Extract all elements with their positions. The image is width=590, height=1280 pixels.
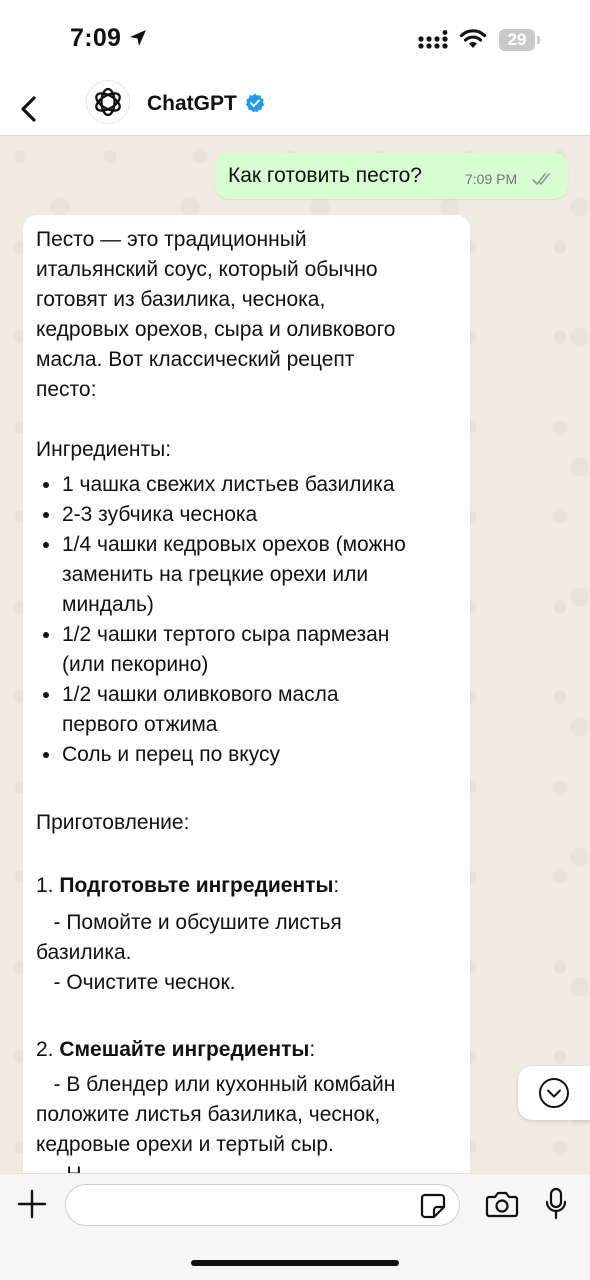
ingredient-item: 2-3 зубчика чеснока [62,503,258,526]
message-line: итальянский соус, который обычно [36,258,378,281]
step-heading [36,1035,315,1065]
ingredient-item-cont: первого отжима [62,713,218,736]
chevron-down-icon [537,1076,571,1110]
ingredient-item: 1/4 чашки кедровых орехов (можно [62,533,406,556]
double-check-icon [532,172,554,186]
home-indicator[interactable] [191,1260,399,1266]
bullet-dot [43,512,49,518]
message-line: готовят из базилика, чеснока, [36,288,326,311]
bullet-dot [43,542,49,548]
message-line: песто: [36,378,97,401]
ingredient-item: 1/2 чашки тертого сыра пармезан [62,623,390,646]
microphone-icon[interactable] [544,1187,568,1221]
step-line: - Помойте и обсушите листья [36,911,342,934]
chat-header [0,80,590,136]
status-time: 7:09 [70,24,122,52]
status-bar [0,0,590,80]
plus-icon[interactable] [16,1188,48,1220]
chat-area[interactable] [0,137,590,1173]
ingredients-heading: Ингредиенты: [36,438,172,461]
sticker-icon[interactable] [420,1193,446,1219]
preparation-heading: Приготовление: [36,811,190,834]
step-colon: : [309,1038,316,1061]
avatar[interactable] [86,80,130,124]
outgoing-message[interactable] [215,153,568,199]
ingredient-item: 1 чашка свежих листьев базилика [62,473,395,496]
message-text: Как готовить песто? [228,164,422,187]
step-line: - Очистите чеснок. [36,971,236,994]
step-line: - В блендер или кухонный комбайн [36,1073,396,1096]
verified-badge-icon [245,93,265,113]
step-line: базилика. [36,941,132,964]
step-title: Смешайте ингредиенты [59,1038,310,1061]
camera-icon[interactable] [485,1189,519,1219]
bullet-dot [43,482,49,488]
step-line: положите листья базилика, чеснок, [36,1103,381,1126]
back-button[interactable] [14,88,44,128]
message-time: 7:09 PM [465,171,518,187]
message-line: Песто — это традиционный [36,228,307,251]
step-line: кедровые орехи и тертый сыр. [36,1133,334,1156]
contact-name[interactable]: ChatGPT [147,92,237,115]
message-line: кедровых орехов, сыра и оливкового [36,318,396,341]
step-heading [36,871,339,901]
location-arrow-icon [128,28,148,48]
ingredient-item-cont: миндаль) [62,593,154,616]
battery-tip [537,36,540,44]
ingredient-item: 1/2 чашки оливкового масла [62,683,339,706]
message-line: масла. Вот классический рецепт [36,348,355,371]
openai-logo-icon [91,85,125,119]
ingredient-item-cont: (или пекорино) [62,653,209,676]
ingredient-item: Соль и перец по вкусу [62,743,280,766]
wifi-icon [459,28,487,50]
incoming-message[interactable] [23,215,470,1215]
step-colon: : [333,874,340,897]
bullet-dot [43,752,49,758]
bullet-dot [43,692,49,698]
cellular-signal-icon [418,30,450,50]
ingredient-item-cont: заменить на грецкие орехи или [62,563,369,586]
chevron-left-icon [14,88,44,128]
step-number: 1. [36,874,54,897]
battery-indicator: 29 [499,29,535,51]
message-input[interactable] [65,1184,460,1226]
step-title: Подготовьте ингредиенты [59,874,334,897]
bullet-dot [43,632,49,638]
step-number: 2. [36,1038,54,1061]
scroll-down-button[interactable] [518,1066,590,1120]
